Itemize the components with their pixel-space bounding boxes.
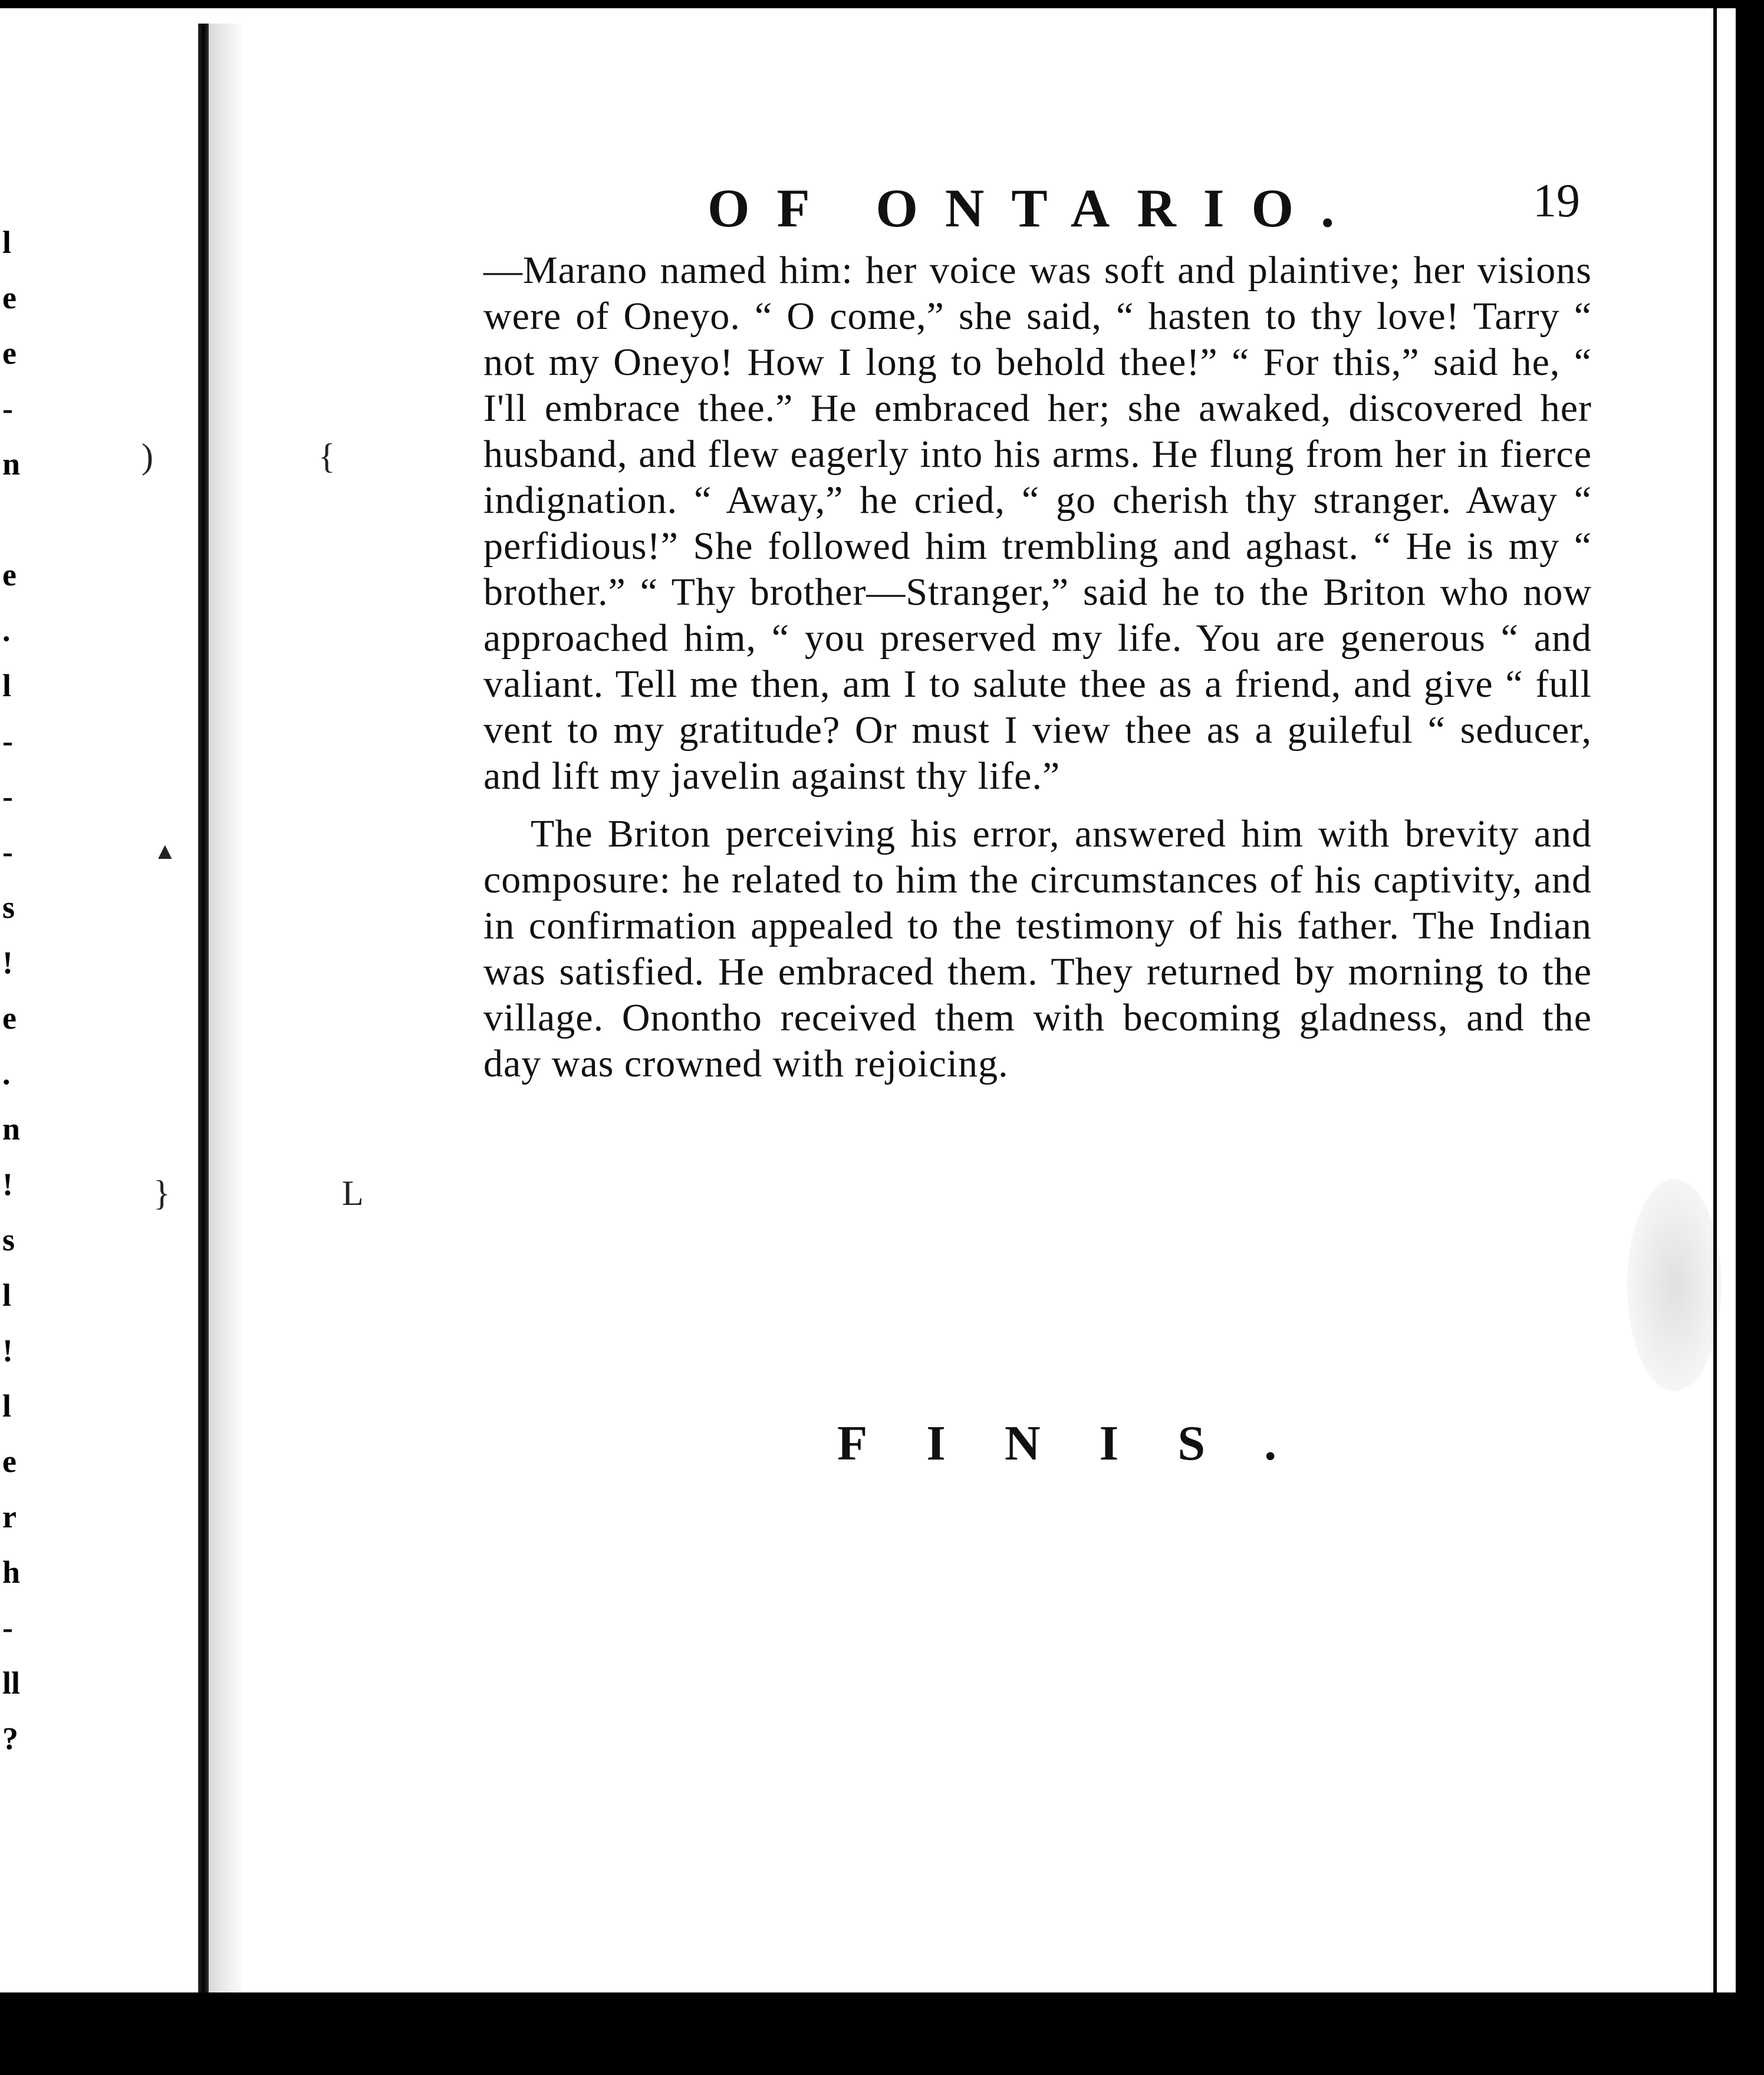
stray-mark: ▲ bbox=[153, 838, 177, 864]
paragraph: The Briton perceiving his error, answered him with brevity and composure: he related to him the circumstances of his captivity, and in confirmation appealed to the testimony of his father. The Indian was satisfied. He embraced them. They returned by morning to the village. Onontho received them with becoming gladness, and the day was crowned with rejoicing. bbox=[483, 812, 1592, 1085]
edge-char: - bbox=[2, 779, 13, 814]
edge-char: ? bbox=[2, 1721, 18, 1756]
book-gutter bbox=[198, 24, 209, 1992]
stray-mark: } bbox=[153, 1174, 170, 1213]
running-head: OF ONTARIO. bbox=[707, 178, 1362, 238]
edge-char: . bbox=[2, 1056, 11, 1091]
edge-char: - bbox=[2, 391, 13, 426]
scan-border-bottom bbox=[0, 1992, 1764, 2075]
edge-char: . bbox=[2, 612, 11, 648]
edge-char bbox=[0, 501, 35, 556]
edge-char: e bbox=[2, 1000, 17, 1036]
edge-char: l bbox=[2, 1277, 12, 1313]
edge-char: s bbox=[2, 1222, 15, 1257]
gutter-shadow bbox=[209, 24, 244, 1992]
stray-mark: L bbox=[342, 1174, 364, 1213]
paragraph: —Marano named him: her voice was soft and plaintive; her visions were of Oneyo. “ O come,” she said, “ hasten to thy love! Tarry “ not my Oneyo! How I long to behold thee!” “ For this,” said he, “ I'll embrace thee.” He embraced her; she awaked, discovered her husband, and flew eagerly into his arms. He flung from her in fierce indignation. “ Away,” he cried, “ go cherish thy stranger. Away “ perfidious!” She followed him trembling and aghast. “ He is my “ brother.” “ Thy brother—Stranger,” said he to the Briton who now approached him, “ you preserved my life. You are generous “ and valiant. Tell me then, am I to salute thee as a friend, and give “ full vent to my gratitude? Or must I view thee as a guileful “ seducer, and lift my javelin against thy life.” bbox=[483, 249, 1592, 798]
facing-page-edge bbox=[0, 224, 35, 1780]
edge-char: e bbox=[2, 280, 17, 315]
finis-heading: FINIS. bbox=[837, 1416, 1336, 1471]
edge-char: - bbox=[2, 723, 13, 759]
scan-border-top bbox=[0, 0, 1764, 8]
edge-char: r bbox=[2, 1499, 17, 1534]
edge-char: s bbox=[2, 890, 15, 925]
body-text bbox=[483, 248, 1592, 1167]
edge-char: e bbox=[2, 557, 17, 592]
edge-char: l bbox=[2, 1388, 12, 1424]
edge-char: l bbox=[2, 225, 12, 260]
edge-char: ll bbox=[2, 1665, 21, 1701]
edge-char: l bbox=[2, 668, 12, 703]
edge-char: ! bbox=[2, 1167, 13, 1202]
stray-mark: { bbox=[318, 437, 335, 476]
paper-stain bbox=[1627, 1179, 1722, 1391]
page-edge-line bbox=[1713, 0, 1717, 2004]
edge-char: n bbox=[2, 446, 21, 482]
edge-char: - bbox=[2, 834, 13, 869]
edge-char: - bbox=[2, 1610, 13, 1645]
edge-char: e bbox=[2, 335, 17, 371]
edge-char: n bbox=[2, 1111, 21, 1147]
edge-char: e bbox=[2, 1444, 17, 1479]
page-number: 19 bbox=[1533, 175, 1580, 227]
edge-char: h bbox=[2, 1554, 21, 1590]
edge-char: ! bbox=[2, 1333, 13, 1368]
scan-border-right bbox=[1736, 0, 1764, 2075]
bleed-through-text bbox=[495, 1155, 1592, 1816]
edge-char: ! bbox=[2, 945, 13, 980]
stray-mark: ) bbox=[141, 437, 153, 476]
